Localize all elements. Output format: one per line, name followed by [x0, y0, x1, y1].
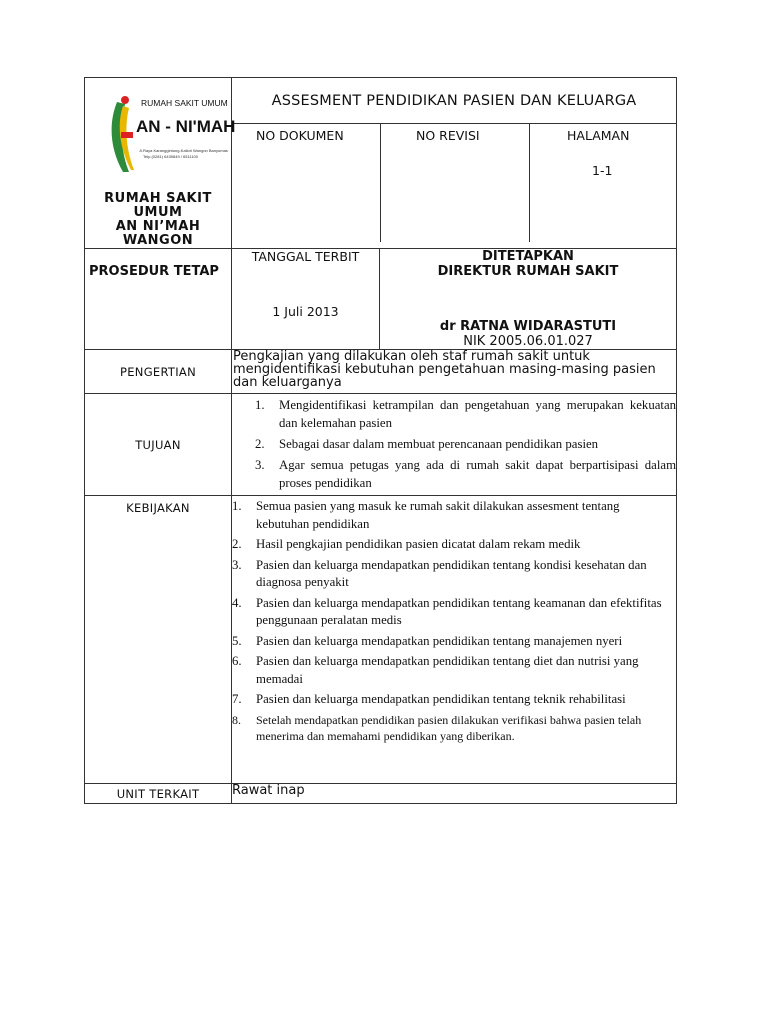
halaman-value: 1-1	[592, 163, 613, 178]
tujuan-cell	[232, 394, 677, 496]
no-dokumen-label: NO DOKUMEN	[256, 128, 344, 143]
list-text: Sebagai dasar dalam membuat perencanaan pendidikan pasien	[279, 437, 599, 451]
logo-address-2: Telp.(0281) 6439849 / 6511100	[143, 154, 199, 159]
penetapan-cell	[380, 249, 677, 350]
list-number: 1.	[255, 398, 265, 412]
list-text: Setelah mendapatkan pendidikan pasien dilakukan verifikasi bahwa pasien telah menerima dan memahami pendidikan yang diberikan.	[256, 712, 642, 743]
list-number: 8.	[232, 712, 241, 727]
signer-nik: NIK 2005.06.01.027	[463, 334, 593, 349]
list-number: 6.	[232, 654, 242, 668]
list-item	[232, 712, 676, 744]
title-and-meta-cell	[232, 78, 677, 249]
unit-terkait-label: UNIT TERKAIT	[85, 784, 232, 804]
list-text: Pasien dan keluarga mendapatkan pendidikan tentang manajemen nyeri	[256, 633, 623, 648]
list-item	[232, 536, 676, 554]
list-number: 2.	[232, 537, 242, 551]
list-number: 1.	[232, 499, 242, 513]
no-dokumen-cell	[232, 124, 381, 242]
list-item	[232, 557, 676, 592]
list-text: Pasien dan keluarga mendapatkan pendidikan tentang keamanan dan efektifitas penggunaan peralatan medis	[256, 595, 662, 627]
list-item	[232, 396, 676, 432]
list-number: 4.	[232, 595, 242, 610]
hospital-name-line: UMUM	[133, 205, 183, 220]
list-text: Mengidentifikasi ketrampilan dan pengetahuan yang merupakan kekuatan dan kelemahan pasien	[279, 398, 677, 430]
list-item	[232, 595, 676, 630]
tanggal-terbit-value: 1 Juli 2013	[272, 304, 339, 319]
logo-title-small: RUMAH SAKIT UMUM	[141, 98, 228, 108]
list-item	[232, 498, 676, 533]
unit-terkait-value: Rawat inap	[232, 784, 677, 804]
list-item	[232, 653, 676, 688]
ditetapkan-label: DITETAPKAN	[482, 249, 574, 264]
hospital-identity-cell	[85, 78, 236, 249]
document-title: ASSESMENT PENDIDIKAN PASIEN DAN KELUARGA	[271, 93, 637, 109]
list-item	[232, 435, 676, 453]
sop-document-table	[84, 77, 677, 804]
kebijakan-label: KEBIJAKAN	[85, 496, 232, 784]
pengertian-text: Pengkajian yang dilakukan oleh staf rumah sakit untuk mengidentifikasi kebutuhan pengetahuan masing-masing pasien dan keluarganya	[232, 350, 677, 394]
list-item	[232, 456, 676, 492]
direktur-label: DIREKTUR RUMAH SAKIT	[437, 264, 619, 279]
signer-name: dr RATNA WIDARASTUTI	[439, 319, 617, 334]
hospital-name	[85, 192, 231, 248]
list-number: 7.	[232, 692, 242, 706]
logo-address-1: Jl.Raya Karanggintung-Kaliori Wangon Banyumas	[139, 148, 228, 153]
document-meta-table	[232, 123, 676, 242]
kebijakan-cell	[232, 496, 677, 784]
list-text: Hasil pengkajian pendidikan pasien dicatat dalam rekam medik	[256, 537, 581, 551]
list-text: Semua pasien yang masuk ke rumah sakit dilakukan assesment tentang kebutuhan pendidikan	[256, 499, 620, 531]
hospital-name-line: RUMAH SAKIT	[104, 191, 212, 206]
list-number: 2.	[255, 437, 265, 451]
tanggal-terbit-label: TANGGAL TERBIT	[251, 249, 360, 264]
logo-title-big: AN - NI'MAH	[136, 117, 236, 136]
list-number: 3.	[232, 557, 242, 572]
list-item	[232, 691, 676, 709]
hospital-logo	[103, 92, 236, 182]
halaman-label: HALAMAN	[567, 128, 630, 143]
list-text: Agar semua petugas yang ada di rumah sakit dapat berpartisipasi dalam proses pendidikan	[279, 458, 677, 490]
kebijakan-list	[232, 498, 676, 744]
tanggal-terbit-cell	[232, 249, 380, 350]
halaman-cell	[530, 124, 677, 242]
list-number: 3.	[255, 458, 265, 472]
hospital-name-line: AN NI’MAH	[115, 219, 201, 234]
hospital-name-line: WANGON	[122, 233, 194, 248]
list-text: Pasien dan keluarga mendapatkan pendidikan tentang diet dan nutrisi yang memadai	[256, 654, 639, 686]
pengertian-label: PENGERTIAN	[85, 350, 232, 394]
tujuan-label: TUJUAN	[85, 394, 232, 496]
list-text: Pasien dan keluarga mendapatkan pendidikan tentang kondisi kesehatan dan diagnosa penyakit	[256, 557, 647, 589]
no-revisi-cell	[381, 124, 530, 242]
list-text: Pasien dan keluarga mendapatkan pendidikan tentang teknik rehabilitasi	[256, 692, 626, 706]
list-item	[232, 633, 676, 651]
prosedur-tetap-label: PROSEDUR TETAP	[85, 249, 232, 350]
list-number: 5.	[232, 633, 242, 648]
no-revisi-label: NO REVISI	[416, 128, 480, 143]
tujuan-list	[232, 396, 676, 492]
